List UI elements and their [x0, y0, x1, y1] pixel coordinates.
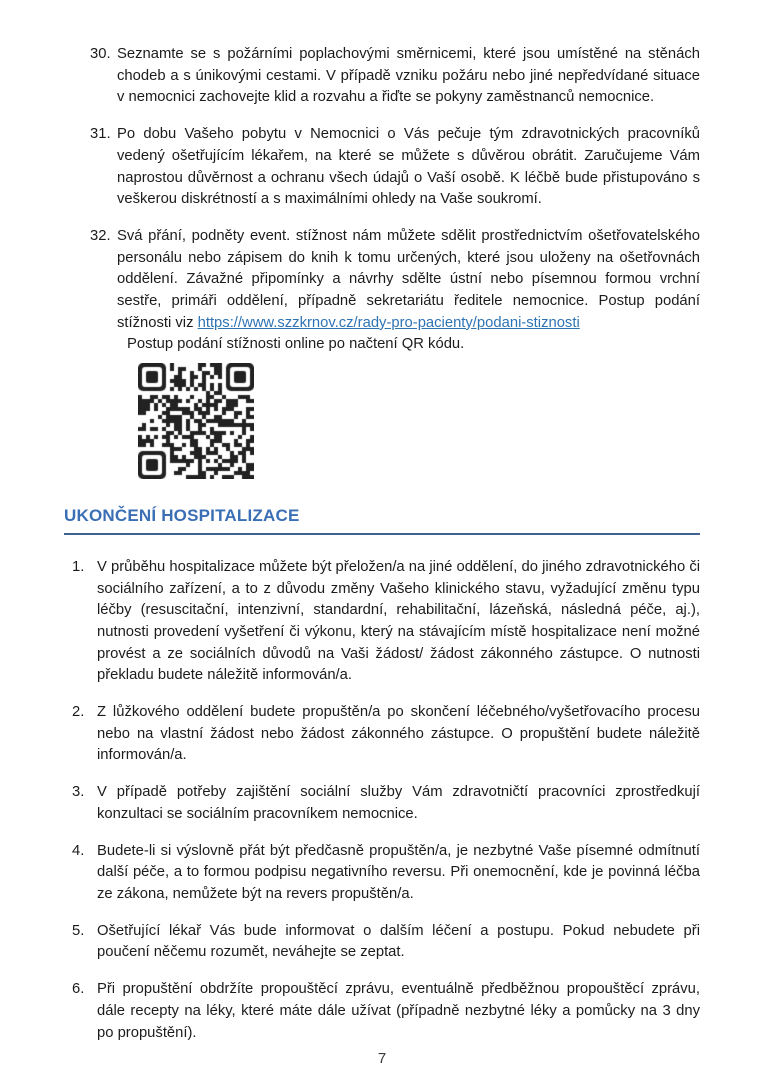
list-item-30 — [64, 44, 700, 109]
list-item-3 — [64, 782, 700, 825]
patient-rules-list — [64, 44, 700, 479]
list-item-text: Ošetřující lékař Vás bude informovat o dalším léčení a postupu. Pokud nebudete při poučení něčemu rozumět, neváhejte se zeptat. — [97, 922, 700, 961]
section-discharge — [64, 505, 700, 535]
list-item-6 — [64, 979, 700, 1044]
list-item-text: Z lůžkového oddělení budete propuštěn/a po skončení léčebného/vyšetřovacího procesu nebo na vlastní žádost nebo žádost zákonného zástupce. O propuštění budete náležitě informován/a. — [97, 704, 700, 764]
list-item-2 — [64, 702, 700, 767]
page-content — [64, 44, 700, 1070]
list-item-text: Při propuštění obdržíte propouštěcí zprávu, eventuálně předběžnou propouštěcí zprávu, dále recepty na léky, které máte dále užívat (případně nezbytné léky a pomůcky na 3 dny po propuštění). — [97, 981, 700, 1041]
list-item-number: 6. — [72, 981, 85, 998]
list-item-number: 32. — [90, 227, 111, 244]
list-item-text: Budete-li si výslovně přát být předčasně propuštěn/a, je nezbytné Vaše písemné odmítnutí další péče, a to formou podpisu negativního reversu. Při onemocnění, kde je povinná léčba ze zákona, nemůžete být na revers propuštěn/a. — [97, 842, 700, 902]
page-number: 7 — [377, 1050, 387, 1068]
list-item-31 — [64, 124, 700, 211]
list-item-number: 31. — [90, 126, 111, 143]
list-item-4 — [64, 841, 700, 906]
list-item-number: 4. — [72, 842, 85, 859]
list-item-text: Po dobu Vašeho pobytu v Nemocnici o Vás pečuje tým zdravotnických pracovníků vedený ošetřujícím lékařem, na které se můžete s důvěrou obrátit. Zaručujeme Vám naprostou důvěrnost a ochranu všech údajů o Vaší osobě. K léčbě bude přistupováno s veškerou diskrétností a s maximálními ohledy na Vaše soukromí. — [117, 126, 700, 208]
discharge-list — [64, 557, 700, 1044]
list-item-32 — [64, 226, 700, 479]
section-heading: UKONČENÍ HOSPITALIZACE — [64, 506, 300, 526]
section-divider — [64, 533, 700, 535]
list-item-text: Svá přání, podněty event. stížnost nám můžete sdělit prostřednictvím ošetřovatelského personálu nebo zápisem do knih k tomu určených, které jsou uloženy na ošetřovnách oddělení. Závažné připomínky a návrhy sdělte ústní nebo písemnou formou vrchní sestře, primáři oddělení, případně sekretariátu ředitele nemocnice. Postup podání stížnosti viz — [117, 227, 700, 331]
list-item-text: Seznamte se s požárními poplachovými směrnicemi, které jsou umístěné na stěnách chodeb a s únikovými cestami. V případě vzniku požáru nebo jiné nepředvídané situace v nemocnici zachovejte klid a rozvahu a řiďte se pokyny zaměstnanců nemocnice. — [117, 46, 700, 106]
list-item-number: 3. — [72, 784, 85, 801]
list-item-number: 2. — [72, 704, 85, 721]
qr-code — [138, 363, 254, 479]
list-item-number: 30. — [90, 46, 111, 62]
list-item-5 — [64, 921, 700, 964]
list-item-number: 5. — [72, 922, 85, 939]
complaint-procedure-link[interactable]: https://www.szzkrnov.cz/rady-pro-pacienty/podani-stiznosti — [197, 314, 580, 331]
list-item-text: V případě potřeby zajištění sociální služby Vám zdravotničtí pracovníci zprostředkují konzultaci se sociálním pracovníkem nemocnice. — [97, 784, 700, 822]
list-item-1 — [64, 557, 700, 687]
qr-caption: Postup podání stížnosti online po načtení QR kódu. — [127, 336, 465, 353]
list-item-number: 1. — [72, 558, 85, 575]
list-item-text: V průběhu hospitalizace můžete být přeložen/a na jiné oddělení, do jiného zdravotnického či sociálního zařízení, a to z důvodu změny Vašeho klinického stavu, vyžadující změnu typu léčby (resuscitační, intenzivní, standardní, rehabilitační, lázeňská, následná péče, aj.), nutnosti provedení vyšetření či výkonu, který na stávajícím místě hospitalizace není možné provést a ze sociálních důvodů na Vaši žádost/ žádost zákonného zástupce. O nutnosti překladu budete náležitě informován/a. — [97, 558, 700, 684]
